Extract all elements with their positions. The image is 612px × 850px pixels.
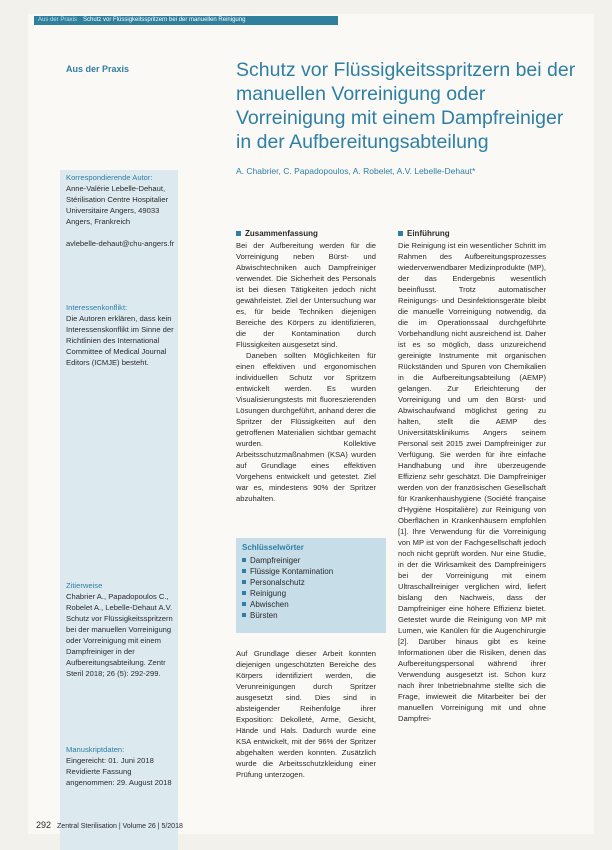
summary-column [236,228,376,504]
journal-reference: Zentral Sterilisation | Volume 26 | 5/2018 [57,823,183,830]
summary-column-continued [236,648,376,780]
page-number: 292 [36,820,52,830]
conflict-of-interest-block [66,302,178,368]
summary-heading [236,228,376,239]
conflict-of-interest-heading: Interessenkonflikt: [66,303,128,312]
keywords-box [236,538,386,633]
summary-paragraph: Bei der Aufbereitung werden für die Vorreinigung neben Bürst- und Abwischtechniken auch Dampfreiniger verwendet. Die Sicherheit des Personals ist bei diesen Tätigkeiten jedoch nicht gewährleistet. Ziel der Untersuchung war es, für beide Techniken diejenigen Bereiche des Körpers zu identifizieren, die der Kontamination durch Flüssigkeiten ausgesetzt sind. [236,241,376,349]
summary-paragraph: Daneben sollten Möglichkeiten für einen effektiven und ergonomischen individuellen Schutz vor Spritzern entwickelt werden. Es wurden Visualisierungstests mit fluoreszierenden Lösungen durchgeführt, anhand derer die Spritzer der Flüssigkeiten auf den getroffenen Materialien sichtbar gemacht wurden. Kollektive Arbeitsschutzmaßnahmen (KSA) wurden auf Grundlage eines effektiven Vorgehens entwickelt und getestet. Ziel war es, mindestens 90% der Spritzer abzuhalten. [236,351,376,503]
keyword-item: Flüssige Kontamination [242,566,380,577]
keyword-item: Dampfreiniger [242,555,380,566]
conflict-of-interest-text: Die Autoren erklären, dass kein Interessenskonflikt im Sinne der Richtlinien des International Committee of Medical Journal Editors (ICMJE) besteht. [66,314,174,367]
citation-text: Chabrier A., Papadopoulos C., Robelet A., Lebelle-Dehaut A.V. Schutz vor Flüssigkeitsspritzern bei der manuellen Vorreinigung oder Vorreinigung mit einem Dampfreiniger in der Aufbereitungsabteilung. Zentr Steril 2018; 26 (5): 292-299. [66,592,173,678]
summary-paragraph: Auf Grundlage dieser Arbeit konnten diejenigen ungeschützten Bereiche des Körpers identifiziert werden, die Verunreinigungen durch Spritzer ausgesetzt sind. Dies sind in absteigender Reihenfolge ihrer Exposition: Dekolleté, Arme, Gesicht, Hände und Hals. Dadurch wurde eine KSA entwickelt, mit der 96% der Spritzer abgehalten werden konnten. Zusätzlich wurde die Arbeitsschutzkleidung einer Prüfung unterzogen. [236,649,376,779]
citation-heading: Zitierweise [66,581,103,590]
manuscript-dates-block [66,744,178,788]
introduction-heading [398,228,546,239]
keywords-list [242,555,380,621]
keyword-item: Personalschutz [242,577,380,588]
running-header [34,16,338,25]
introduction-column [398,228,546,724]
manuscript-dates-text: Eingereicht: 01. Juni 2018 Revidierte Fassung angenommen: 29. August 2018 [66,756,172,787]
keyword-item: Abwischen [242,599,380,610]
citation-block [66,580,178,679]
introduction-paragraph: Die Reinigung ist ein wesentlicher Schritt im Rahmen des Aufbereitungsprozesses wiederverwendbarer Medizinprodukte (MP), der das Endergebnis wesentlich beeinflusst. Trotz automatischer Reinigungs- und Desinfektionsgeräte bleibt die manuelle Vorreinigung notwendig, da die im Operationssaal durchgeführte Vorbehandlung nicht ausreichend ist. Daher ist es so möglich, dass unzureichend gereinigte Instrumente mit organischen Rückständen und Spuren von Chemikalien in die Aufbereitungsabteilung (AEMP) gelangen. Zur Erleichterung der Vorreinigung und um den Bürst- und Abwischaufwand möglichst gering zu halten, stellt die AEMP des Universitätsklinikums Angers seinem Personal seit 2015 zwei Dampfreiniger zur Verfügung. Sie werden für ihre einfache Handhabung und ihre überzeugende Effizienz sehr geschätzt. Die Dampfreiniger werden von der französischen Gesellschaft für Krankenhaushygiene (Société française d'Hygiène Hospitalière) zur Reinigung von Oberflächen in Krankenhäusern empfohlen [1]. Ihre Verwendung für die Vorreinigung von MP ist von der Fachgesellschaft jedoch noch nicht geprüft worden. Nur eine Studie, in der die Wirksamkeit des Dampfreinigers bei der Vorreinigung mit einem Ultraschallreiniger verglichen wird, liefert bislang den Nachweis, dass der Dampfreiniger eine höhere Effizienz bietet. Getestet wurde die Reinigung von MP mit Lumen, wie Kanülen für die Augenchirurgie [2]. Darüber hinaus gibt es keine Informationen über die Risiken, denen das Aufbereitungspersonal während ihrer Verwendung ausgesetzt ist. Schon kurz nach ihrer Inbetriebnahme stellte sich die Frage, inwieweit die Mitarbeiter bei der manuellen Vorreinigung mit und ohne Dampfrei- [398,241,546,723]
corresponding-author-heading: Korrespondierende Autor: [66,173,153,182]
manuscript-dates-heading: Manuskriptdaten: [66,745,125,754]
running-header-title: Schutz vor Flüssigkeitsspritzern bei der manuellen Reinigung [83,17,246,23]
keywords-title: Schlüsselwörter [242,543,304,552]
page-footer [36,820,183,830]
corresponding-author-text: Anne-Valérie Lebelle-Dehaut, Stérilisation Centre Hospitalier Universitaire Angers, 49033 Angers, Frankreich avlebelle-dehaut@chu-angers.fr [66,184,175,248]
introduction-heading-text: Einführung [407,229,450,238]
corresponding-author-block [66,172,178,249]
summary-heading-marker [236,231,241,236]
section-kicker: Aus der Praxis [66,64,130,74]
summary-heading-text: Zusammenfassung [245,229,318,238]
keyword-item: Reinigung [242,588,380,599]
introduction-heading-marker [398,231,403,236]
keyword-item: Bürsten [242,610,380,621]
article-authors: A. Chabrier, C. Papadopoulos, A. Robelet, A.V. Lebelle-Dehaut* [236,166,476,176]
article-title: Schutz vor Flüssigkeitsspritzern bei der manuellen Vorreinigung oder Vorreinigung mit einem Dampfreiniger in der Aufbereitungsabteilung [236,59,576,153]
running-header-section: Aus der Praxis [38,17,78,23]
